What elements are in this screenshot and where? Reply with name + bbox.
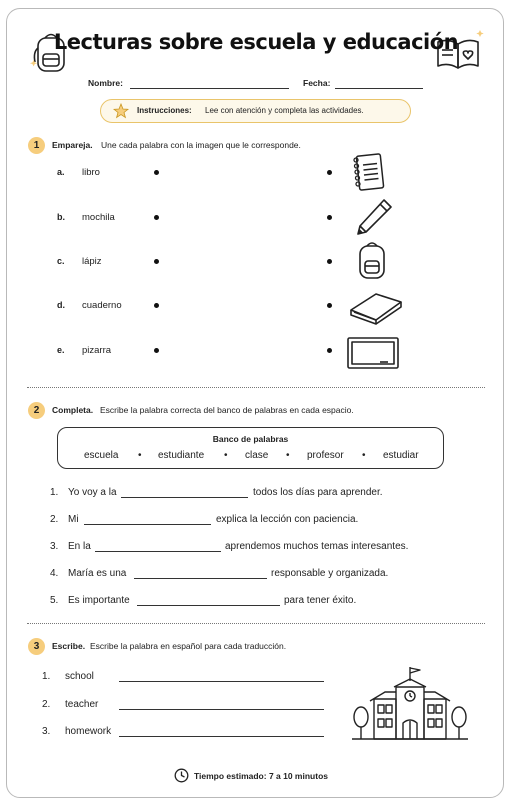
left-match-dot[interactable]: [154, 215, 159, 220]
backpack-icon: [356, 239, 388, 281]
sentence-start: Yo voy a la: [68, 487, 117, 498]
word-bank-word: escuela: [84, 450, 119, 461]
section-divider: [27, 623, 485, 624]
section3-title: Escribe.: [52, 641, 86, 651]
section2-title: Completa.: [52, 405, 94, 415]
chalkboard-icon: [346, 336, 400, 370]
sentence-end: todos los días para aprender.: [253, 487, 383, 498]
sentence-end: aprendemos muchos temas interesantes.: [225, 541, 409, 552]
right-match-dot[interactable]: [327, 303, 332, 308]
item-letter: d.: [57, 300, 65, 310]
date-field[interactable]: [335, 88, 423, 89]
sentence-start: Mi: [68, 514, 79, 525]
section3-number: 3: [28, 638, 45, 655]
translation-line[interactable]: [119, 709, 324, 710]
section2-number: 2: [28, 402, 45, 419]
section1-number: 1: [28, 137, 45, 154]
translation-word: homework: [65, 726, 112, 737]
sentence-number: 2.: [50, 514, 59, 525]
section2-instructions: Escribe la palabra correcta del banco de palabras en cada espacio.: [100, 405, 354, 415]
word-bank-separator: •: [138, 450, 142, 461]
answer-blank[interactable]: [121, 497, 248, 498]
item-letter: c.: [57, 256, 65, 266]
answer-blank[interactable]: [84, 524, 211, 525]
answer-blank[interactable]: [95, 551, 221, 552]
item-letter: e.: [57, 345, 65, 355]
school-building-icon: [350, 665, 470, 745]
left-match-dot[interactable]: [154, 170, 159, 175]
section-divider: [27, 387, 485, 388]
right-match-dot[interactable]: [327, 348, 332, 353]
star-icon: [113, 103, 129, 119]
translation-line[interactable]: [119, 736, 324, 737]
left-match-dot[interactable]: [154, 348, 159, 353]
translation-number: 3.: [42, 726, 51, 737]
sentence-start: Es importante: [68, 595, 130, 606]
estimated-time: Tiempo estimado: 7 a 10 minutos: [194, 771, 328, 781]
sentence-number: 4.: [50, 568, 59, 579]
section3-instructions: Escribe la palabra en español para cada traducción.: [90, 641, 287, 651]
word-bank-title: Banco de palabras: [212, 434, 289, 444]
word-bank-word: profesor: [307, 450, 344, 461]
word-bank-separator: •: [286, 450, 290, 461]
right-match-dot[interactable]: [327, 170, 332, 175]
word-bank-separator: •: [362, 450, 366, 461]
section1-instructions: Une cada palabra con la imagen que le corresponde.: [101, 140, 301, 150]
sentence-end: responsable y organizada.: [271, 568, 389, 579]
book-icon: [348, 290, 404, 326]
item-word: cuaderno: [82, 300, 122, 311]
word-bank-word: estudiar: [383, 450, 419, 461]
translation-number: 2.: [42, 699, 51, 710]
right-match-dot[interactable]: [327, 215, 332, 220]
item-letter: b.: [57, 212, 65, 222]
section1-title: Empareja.: [52, 140, 93, 150]
item-word: libro: [82, 167, 100, 178]
translation-word: school: [65, 671, 94, 682]
translation-number: 1.: [42, 671, 51, 682]
translation-word: teacher: [65, 699, 99, 710]
instructions-text: Lee con atención y completa las actividades.: [205, 106, 364, 115]
page-title: Lecturas sobre escuela y educación: [53, 30, 459, 54]
item-word: lápiz: [82, 256, 102, 267]
name-field[interactable]: [130, 88, 289, 89]
word-bank-word: clase: [245, 450, 269, 461]
item-word: mochila: [82, 212, 115, 223]
notebook-icon: [350, 151, 386, 193]
translation-line[interactable]: [119, 681, 324, 682]
name-label: Nombre:: [88, 78, 123, 88]
left-match-dot[interactable]: [154, 303, 159, 308]
word-bank-separator: •: [224, 450, 228, 461]
sentence-number: 1.: [50, 487, 59, 498]
sentence-start: María es una: [68, 568, 127, 579]
sentence-end: para tener éxito.: [284, 595, 357, 606]
sentence-end: explica la lección con paciencia.: [216, 514, 359, 525]
left-match-dot[interactable]: [154, 259, 159, 264]
sentence-start: En la: [68, 541, 91, 552]
item-letter: a.: [57, 167, 65, 177]
clock-icon: [174, 768, 189, 783]
pencil-icon: [354, 197, 394, 237]
answer-blank[interactable]: [134, 578, 267, 579]
sentence-number: 3.: [50, 541, 59, 552]
answer-blank[interactable]: [137, 605, 280, 606]
date-label: Fecha:: [303, 78, 331, 88]
instructions-label: Instrucciones:: [137, 106, 192, 115]
item-word: pizarra: [82, 345, 112, 356]
word-bank: [57, 427, 444, 469]
instructions-box: [100, 99, 411, 123]
word-bank-word: estudiante: [158, 450, 205, 461]
right-match-dot[interactable]: [327, 259, 332, 264]
sentence-number: 5.: [50, 595, 59, 606]
